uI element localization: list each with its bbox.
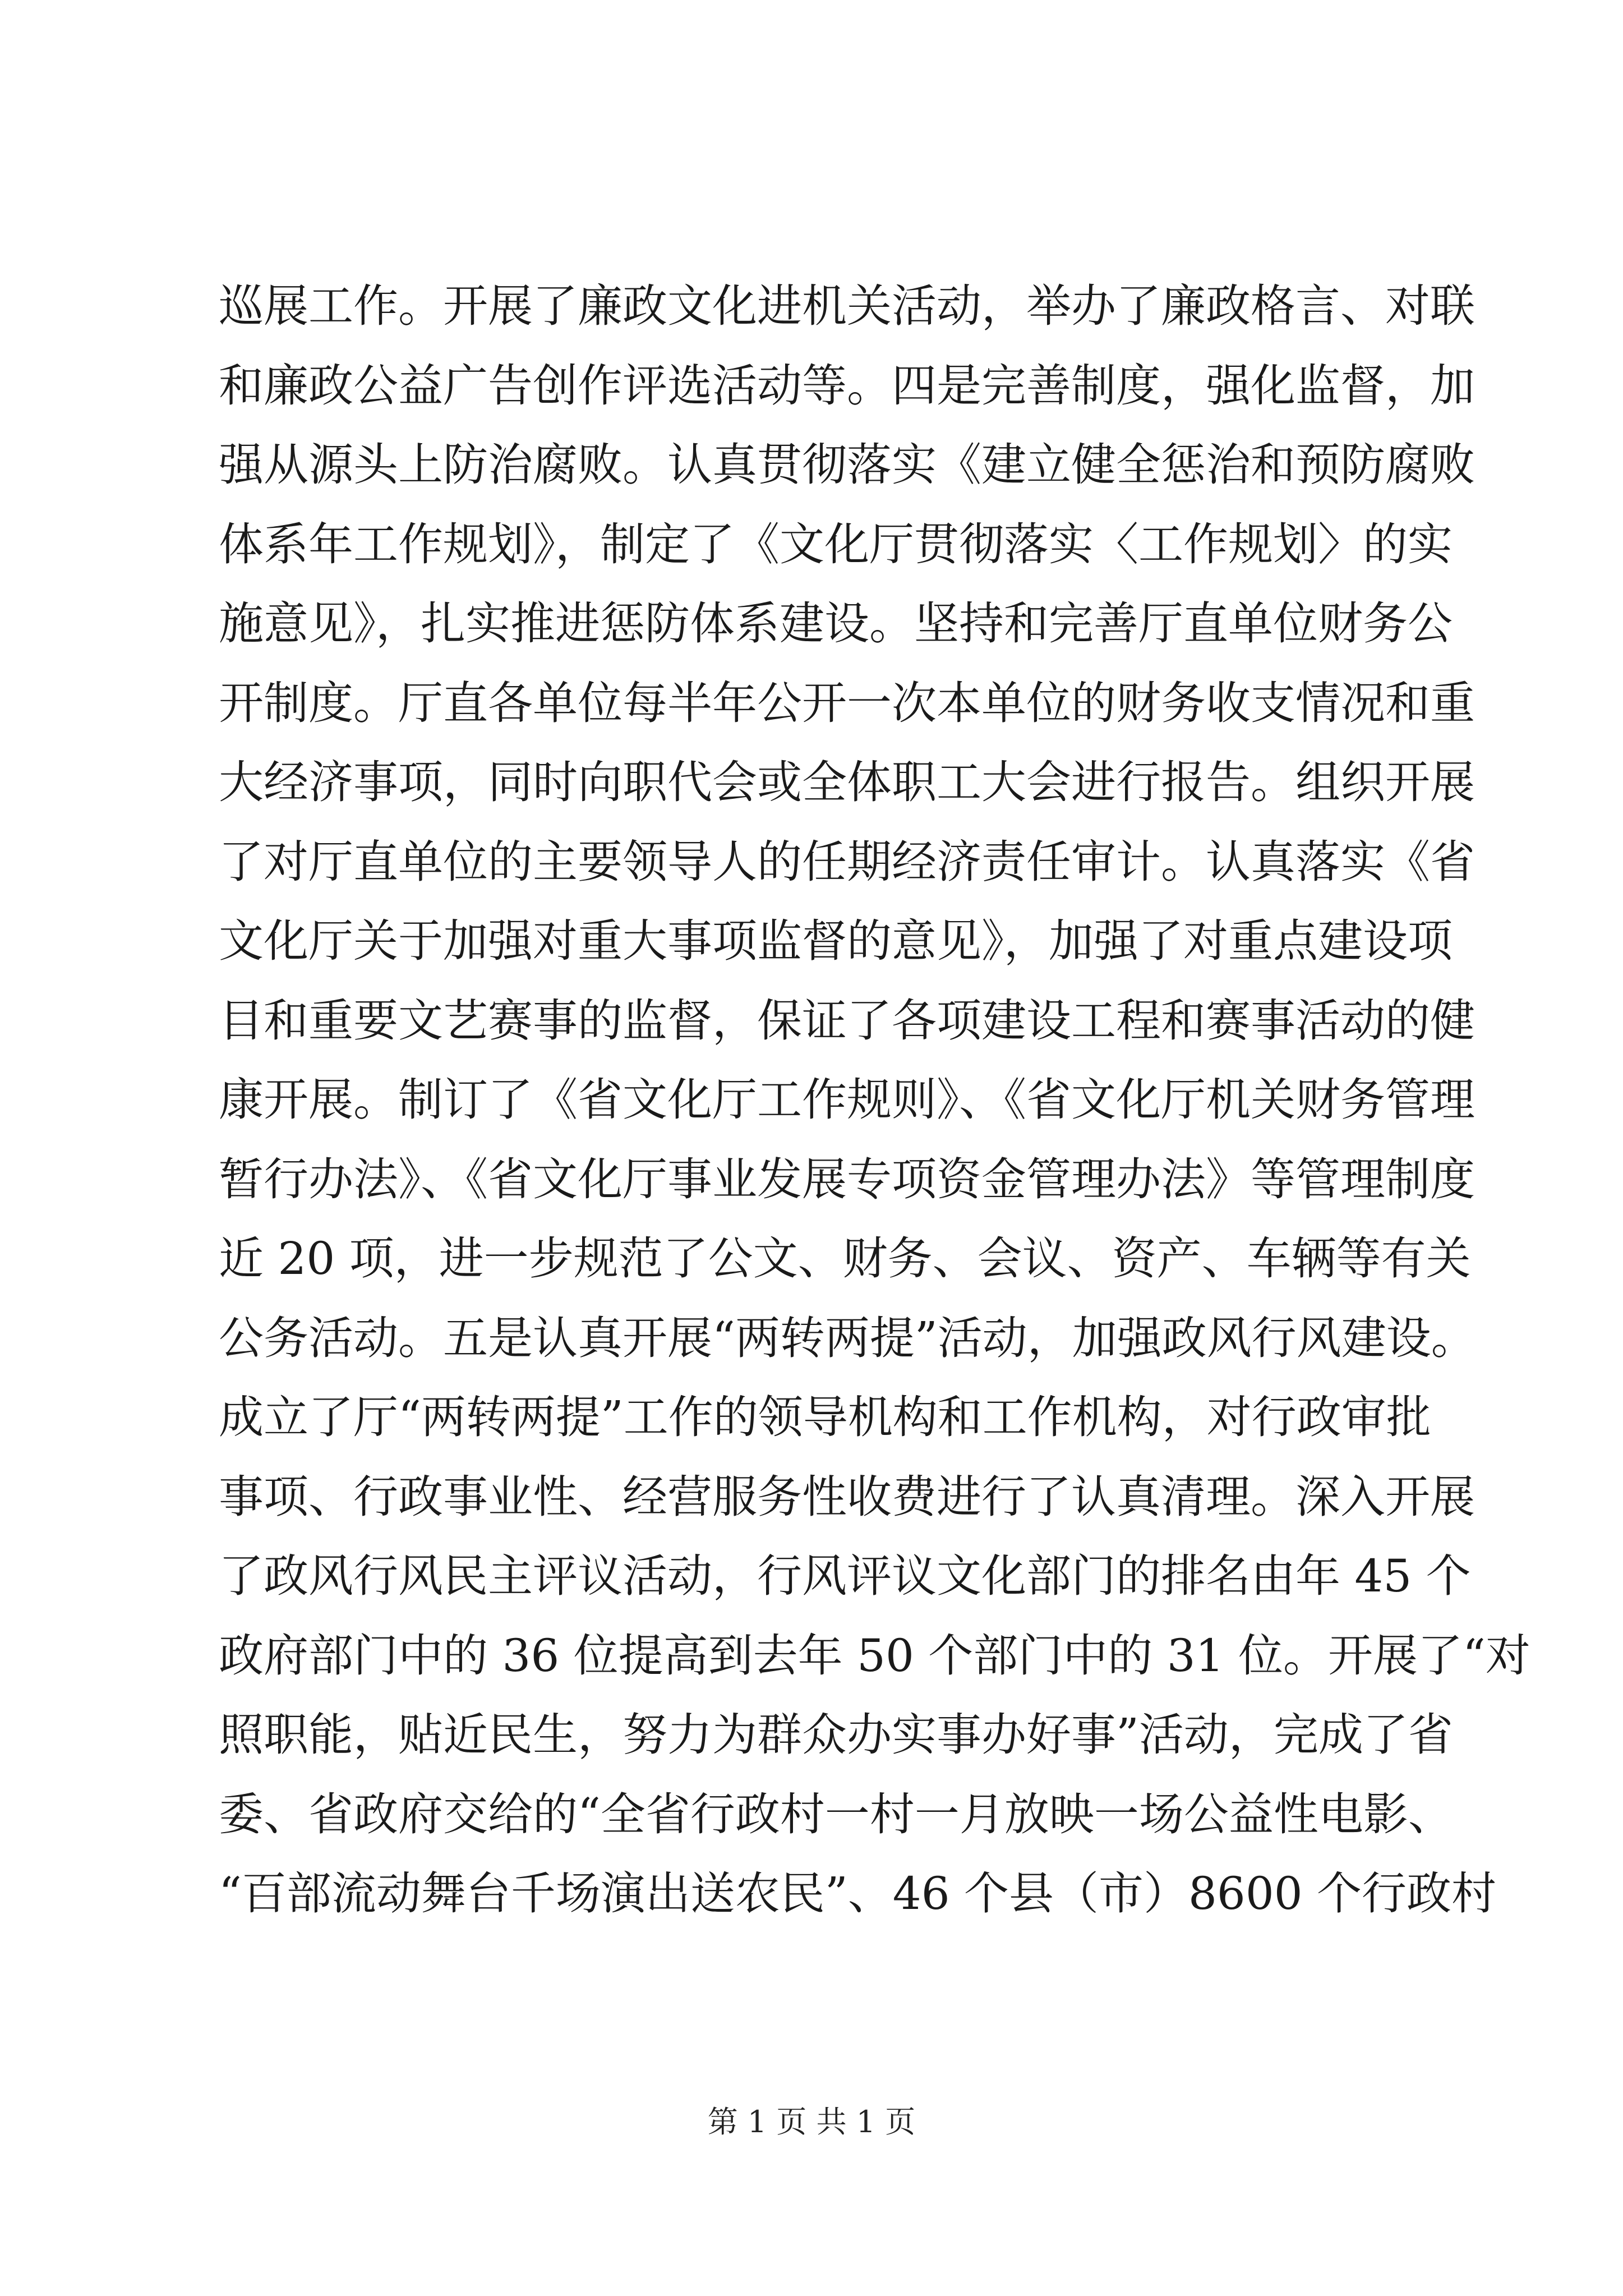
text-line: 暂行办法》、《省文化厅事业发展专项资金管理办法》等管理制度 xyxy=(219,1153,1475,1205)
text-line: 目和重要文艺赛事的监督，保证了各项建设工程和赛事活动的健 xyxy=(219,994,1475,1047)
text-line: 体系年工作规划》，制定了《文化厅贯彻落实〈工作规划〉的实 xyxy=(219,518,1453,570)
page-footer: 第 1 页 共 1 页 xyxy=(707,2104,916,2139)
text-line: 成立了厅“两转两提”工作的领导机构和工作机构，对行政审批 xyxy=(219,1391,1431,1443)
text-line: 巡展工作。开展了廉政文化进机关活动，举办了廉政格言、对联 xyxy=(219,280,1475,332)
text-line: 文化厅关于加强对重大事项监督的意见》，加强了对重点建设项 xyxy=(219,915,1453,967)
text-line: 施意见》，扎实推进惩防体系建设。坚持和完善厅直单位财务公 xyxy=(219,597,1453,650)
text-line: 委、省政府交给的“全省行政村一村一月放映一场公益性电影、 xyxy=(219,1788,1453,1841)
text-line: 康开展。制订了《省文化厅工作规则》、《省文化厅机关财务管理 xyxy=(219,1074,1475,1126)
text-line: 了政风行风民主评议活动，行风评议文化部门的排名由年 45 个 xyxy=(219,1550,1471,1602)
body-text xyxy=(219,266,1530,1934)
text-line: 照职能，贴近民生，努力为群众办实事办好事”活动，完成了省 xyxy=(219,1709,1453,1761)
text-line: 事项、行政事业性、经营服务性收费进行了认真清理。深入开展 xyxy=(219,1470,1475,1523)
text-line: 公务活动。五是认真开展“两转两提”活动，加强政风行风建设。 xyxy=(219,1312,1476,1364)
text-line: 和廉政公益广告创作评选活动等。四是完善制度，强化监督，加 xyxy=(219,359,1475,412)
text-line: “百部流动舞台千场演出送农民”、46 个县（市）8600 个行政村 xyxy=(219,1867,1497,1920)
text-line: 大经济事项，同时向职代会或全体职工大会进行报告。组织开展 xyxy=(219,756,1475,808)
text-line: 政府部门中的 36 位提高到去年 50 个部门中的 31 位。开展了“对 xyxy=(219,1629,1530,1682)
text-line: 近 20 项，进一步规范了公文、财务、会议、资产、车辆等有关 xyxy=(219,1232,1471,1285)
text-line: 开制度。厅直各单位每半年公开一次本单位的财务收支情况和重 xyxy=(219,677,1475,729)
text-line: 强从源头上防治腐败。认真贯彻落实《建立健全惩治和预防腐败 xyxy=(219,439,1475,491)
text-line: 了对厅直单位的主要领导人的任期经济责任审计。认真落实《省 xyxy=(219,835,1475,888)
